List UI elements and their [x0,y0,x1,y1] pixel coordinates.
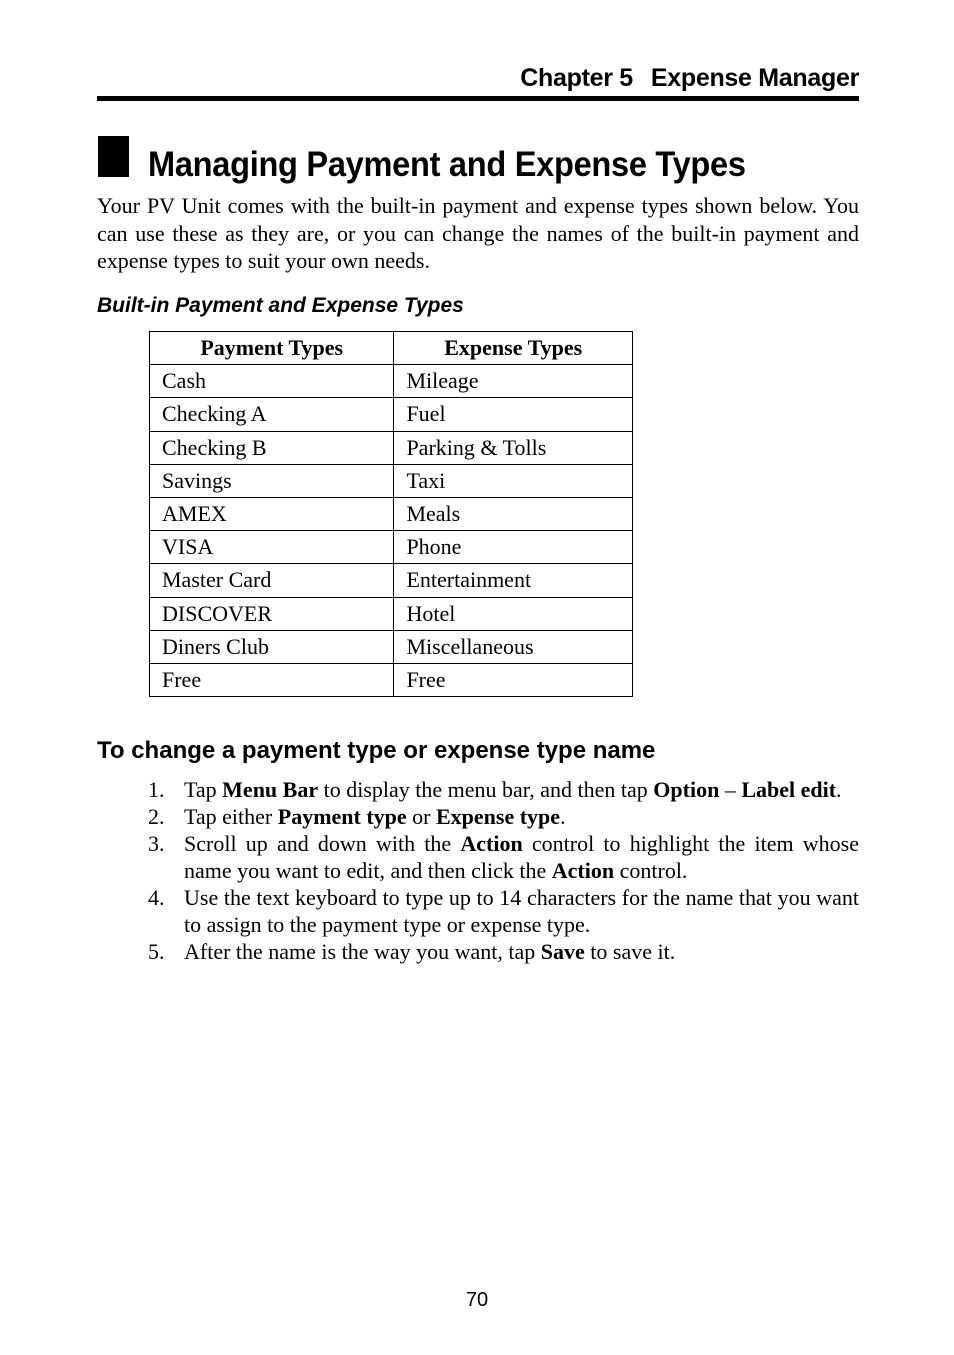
step-text: Tap [184,777,223,802]
chapter-label: Chapter 5 [520,64,633,92]
procedure-step [140,830,859,884]
step-number: 2. [148,804,165,829]
table-header-row [150,332,633,365]
expense-type-cell: Meals [394,497,633,530]
step-text: control. [614,858,688,883]
expense-type-cell: Miscellaneous [394,630,633,663]
expense-type-cell: Phone [394,531,633,564]
payment-type-cell: Checking B [150,431,394,464]
step-emphasis: Save [540,939,585,964]
table-row [150,597,633,630]
table-row [150,365,633,398]
step-number: 5. [148,939,165,964]
expense-type-cell: Taxi [394,464,633,497]
payment-type-cell: Diners Club [150,630,394,663]
step-text: . [560,804,566,829]
procedure-steps [140,776,859,965]
page-title: Managing Payment and Expense Types [148,145,746,184]
payment-type-cell: AMEX [150,497,394,530]
payment-type-cell: Cash [150,365,394,398]
step-text: Tap either [184,804,278,829]
table-caption: Built-in Payment and Expense Types [97,294,464,317]
page-number: 70 [465,1289,489,1311]
types-table [149,331,633,697]
column-header-expense: Expense Types [394,332,633,365]
step-text: to display the menu bar, and then tap [318,777,654,802]
table-row [150,531,633,564]
chapter-title: Expense Manager [650,64,859,92]
procedure-step [140,938,859,965]
procedure-step [140,776,859,803]
step-number: 1. [148,777,165,802]
step-emphasis: Menu Bar [222,777,319,802]
step-emphasis: Label edit [741,777,837,802]
step-number: 3. [148,831,165,856]
running-header [97,60,859,96]
title-marker-block [98,136,129,177]
payment-type-cell: Master Card [150,564,394,597]
table-row [150,497,633,530]
payment-type-cell: Free [150,663,394,696]
step-text: Use the text keyboard to type up to 14 characters for the name that you want to assign to the payment type or expense type. [184,885,859,937]
procedure-step [140,803,859,830]
step-text: . [836,777,842,802]
step-emphasis: Action [460,831,523,856]
expense-type-cell: Mileage [394,365,633,398]
step-text: After the name is the way you want, tap [184,939,541,964]
column-header-payment: Payment Types [150,332,394,365]
step-number: 4. [148,885,165,910]
step-text: to save it. [584,939,676,964]
step-text: or [406,804,436,829]
payment-type-cell: Savings [150,464,394,497]
step-text: Scroll up and down with the [184,831,461,856]
procedure-heading: To change a payment type or expense type name [97,737,656,764]
step-emphasis: Expense type [436,804,561,829]
table-row [150,431,633,464]
table-row [150,464,633,497]
expense-type-cell: Entertainment [394,564,633,597]
table-row [150,398,633,431]
step-text: – [719,777,742,802]
intro-paragraph: Your PV Unit comes with the built-in payment and expense types shown below. You can use these as they are, or you can change the names of the built-in payment and expense types to suit your own needs. [97,193,859,273]
step-emphasis: Option [653,777,720,802]
header-rule [97,96,859,101]
table-row [150,663,633,696]
payment-type-cell: DISCOVER [150,597,394,630]
expense-type-cell: Parking & Tolls [394,431,633,464]
expense-type-cell: Hotel [394,597,633,630]
expense-type-cell: Fuel [394,398,633,431]
payment-type-cell: VISA [150,531,394,564]
table-row [150,564,633,597]
payment-type-cell: Checking A [150,398,394,431]
step-emphasis: Action [551,858,615,883]
procedure-step [140,884,859,938]
step-emphasis: Payment type [277,804,407,829]
expense-type-cell: Free [394,663,633,696]
step-text: control to highlight the item whose name you want to edit, and then click the [184,831,859,883]
table-row [150,630,633,663]
